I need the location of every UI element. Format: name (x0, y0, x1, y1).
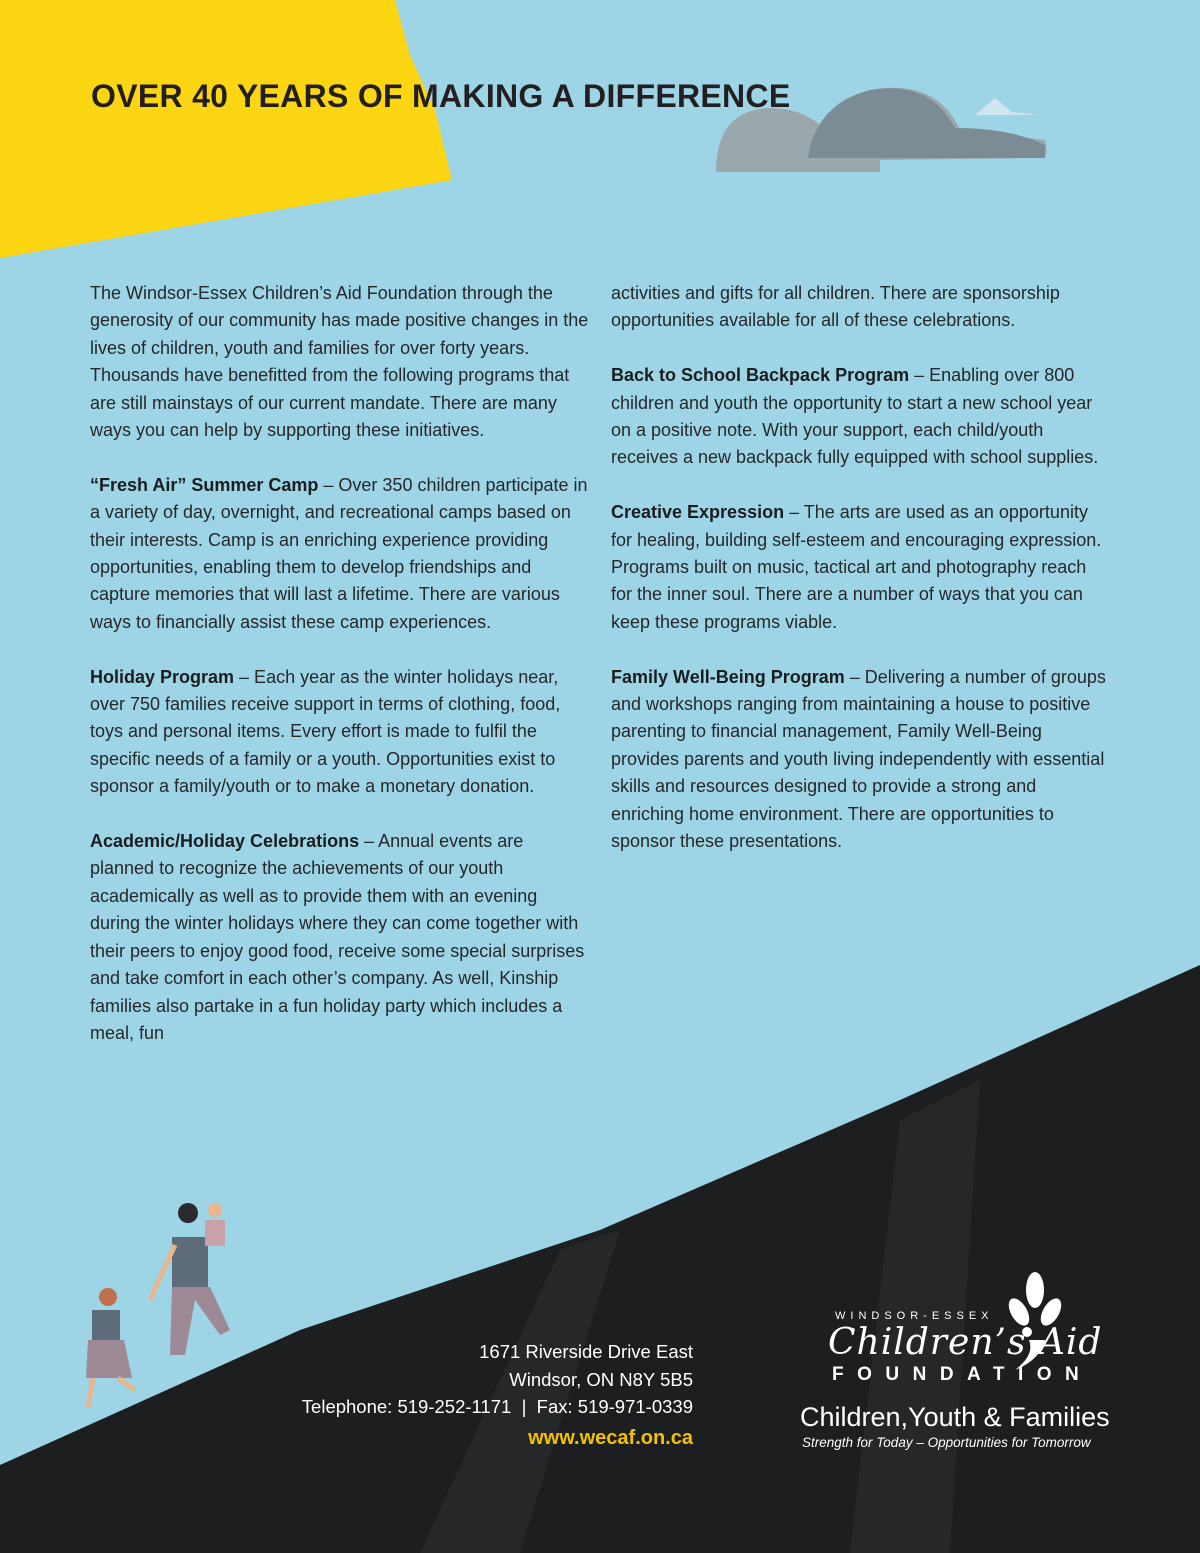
program-paragraph: Holiday Program – Each year as the winter holidays near, over 750 families receive support in terms of clothing, food, toys and personal items. Every effort is made to fulfil the specific needs of a family or a youth. Opportunities exist to sponsor a family/youth or to make a monetary donation. (90, 666, 561, 797)
logo-slogan: Children,Youth & Families (800, 1402, 1110, 1432)
intro-paragraph: The Windsor-Essex Children’s Aid Foundation through the generosity of our community has made positive changes in the lives of children, youth and families for over forty years. Thousands have benefitted from the following programs that are still mainstays of our current mandate. There are many ways you can help by supporting these initiatives. (90, 283, 589, 441)
website-link[interactable]: www.wecaf.on.ca (528, 1426, 693, 1449)
program-title: Creative Expression (611, 502, 785, 523)
program-paragraph: “Fresh Air” Summer Camp – Over 350 children participate in a variety of day, overnight, and recreational camps based on their interests. Camp is an enriching experience providing opportunities, enabling them to develop friendships and capture memories that will last a lifetime. There are various ways to financially assist these camp experiences. (90, 474, 588, 632)
program-title: Back to School Backpack Program (611, 365, 910, 386)
right-column (611, 280, 1109, 883)
logo-foundation: FOUNDATION (832, 1364, 1093, 1385)
contact-block (302, 1338, 693, 1452)
left-column (90, 280, 590, 1075)
program-paragraph: Creative Expression – The arts are used as an opportunity for healing, building self-esteem and encouraging expression. Programs built on music, tactical art and photography reach for the inner soul. There are a number of ways that you can keep these programs viable. (611, 502, 1102, 632)
address-line-1: 1671 Riverside Drive East (479, 1341, 693, 1362)
program-paragraph: Back to School Backpack Program – Enabling over 800 children and youth the opportunity to start a new school year on a positive note. With your support, each child/youth receives a new backpack fully equipped with school supplies. (611, 365, 1099, 468)
program-paragraph: Academic/Holiday Celebrations – Annual events are planned to recognize the achievements of our youth academically as well as to provide them with an evening during the winter holidays where they can come together with their peers to enjoy good food, receive some special surprises and take comfort in each other’s company. As well, Kinship families also partake in a fun holiday party which includes a meal, fun (90, 831, 585, 1043)
program-paragraph: Family Well-Being Program – Delivering a number of groups and workshops ranging from maintaining a house to positive parenting to financial management, Family Well-Being provides parents and youth living independently with essential skills and resources designed to provide a strong and enriching home environment. There are opportunities to sponsor these presentations. (611, 666, 1106, 852)
program-title: “Fresh Air” Summer Camp (90, 474, 319, 495)
program-continuation: activities and gifts for all children. There are sponsorship opportunities available for all of these celebrations. (611, 283, 1060, 331)
logo-name: Children’s Aid (828, 1322, 1103, 1363)
page-title: OVER 40 YEARS OF MAKING A DIFFERENCE (91, 78, 791, 114)
address-line-2: Windsor, ON N8Y 5B5 (509, 1368, 693, 1390)
phone-fax: Telephone: 519-252-1171 | Fax: 519-971-0339 (301, 1396, 693, 1417)
logo-region: WINDSOR-ESSEX (835, 1310, 994, 1322)
yellow-banner (0, 0, 452, 258)
program-title: Holiday Program (90, 666, 235, 687)
program-title: Academic/Holiday Celebrations (90, 831, 360, 852)
logo-tagline: Strength for Today – Opportunities for Tomorrow (802, 1435, 1091, 1450)
program-title: Family Well-Being Program (611, 666, 845, 687)
